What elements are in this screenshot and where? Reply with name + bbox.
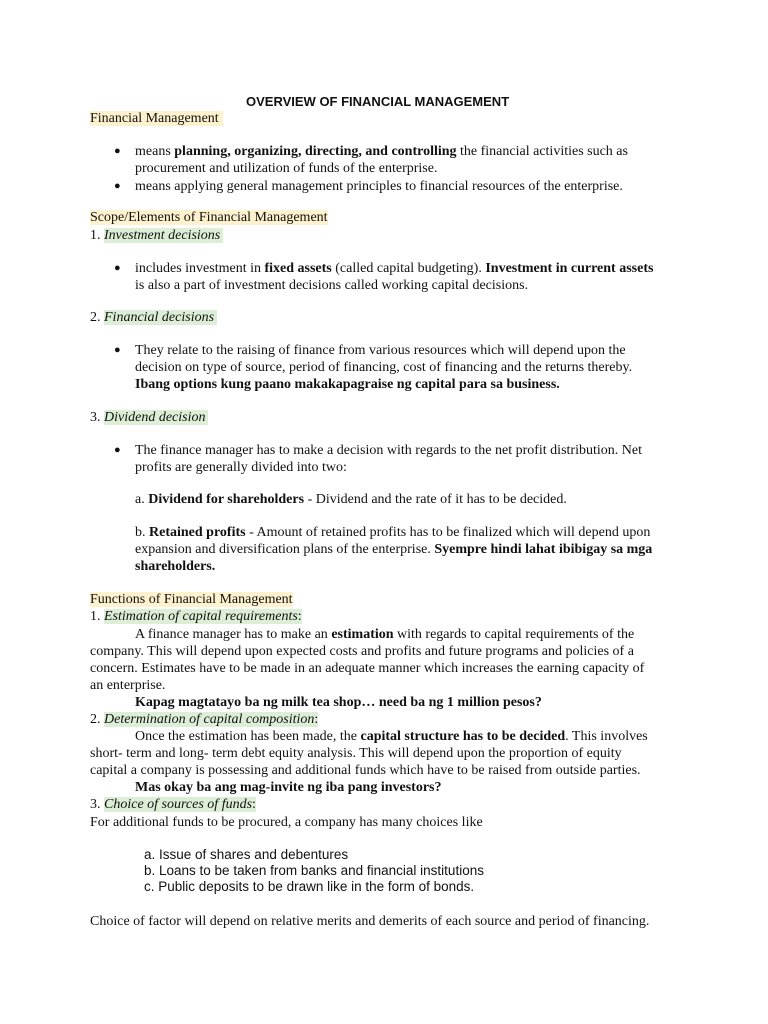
heading-text: Financial Management	[90, 111, 223, 126]
number: 3.	[90, 410, 104, 425]
heading-text: Scope/Elements of Financial Management	[90, 210, 328, 225]
estimation-line-4: an enterprise.	[90, 678, 166, 693]
composition-line-1	[135, 728, 648, 745]
bold-text: planning, organizing, directing, and controlling	[174, 144, 457, 159]
dividend-option-b-line-2	[135, 541, 652, 558]
label: Dividend decision	[104, 410, 208, 425]
text: a.	[135, 492, 149, 507]
dividend-option-a	[135, 491, 567, 508]
text: . This involves	[565, 729, 648, 744]
page-title: OVERVIEW OF FINANCIAL MANAGEMENT	[246, 94, 510, 109]
text: includes investment in	[135, 261, 265, 276]
number: 1.	[90, 609, 104, 624]
section-heading-scope	[90, 209, 328, 226]
bullet-icon: ●	[114, 344, 121, 356]
label: Estimation of capital requirements	[104, 609, 298, 624]
financial-bullet-line-1: They relate to the raising of finance from various resources which will depend upon the	[135, 343, 626, 358]
colon: :	[314, 712, 319, 727]
colon: :	[297, 609, 302, 624]
text: means	[135, 144, 175, 159]
number: 3.	[90, 797, 104, 812]
bullet-icon: ●	[114, 145, 121, 157]
text: with regards to capital requirements of the	[393, 627, 635, 642]
bold-text: Investment in current assets	[485, 261, 654, 276]
subheading-investment-decisions	[90, 227, 223, 244]
colon: :	[252, 797, 256, 812]
dividend-option-b	[135, 524, 650, 541]
sources-closing: Choice of factor will depend on relative merits and demerits of each source and period of financing.	[90, 914, 650, 929]
financial-bullet-line-3	[135, 376, 560, 393]
text: expansion and diversification plans of the enterprise.	[135, 542, 435, 557]
label: Determination of capital composition	[104, 712, 315, 727]
label: Investment decisions	[104, 228, 223, 243]
bold-text: Mas okay ba ang mag-invite ng iba pang investors?	[135, 780, 442, 795]
subheading-sources-of-funds	[90, 796, 256, 813]
heading-text: Functions of Financial Management	[90, 592, 293, 607]
text: (called capital budgeting).	[331, 261, 486, 276]
text: the financial activities such as	[456, 144, 628, 159]
bold-text: Dividend for shareholders	[148, 492, 305, 507]
estimation-note	[135, 694, 542, 711]
number: 1.	[90, 228, 104, 243]
subheading-capital-composition	[90, 711, 318, 728]
section-heading-financial-management	[90, 110, 223, 127]
investment-bullet	[135, 260, 653, 277]
estimation-line-3: concern. Estimates have to be made in an adequate manner which increases the earning capacity of	[90, 661, 645, 676]
bold-text: Kapag magtatayo ba ng milk tea shop… need ba ng 1 million pesos?	[135, 695, 542, 710]
dividend-bullet-line-2: profits are generally divided into two:	[135, 460, 347, 475]
bullet-icon: ●	[114, 262, 121, 274]
estimation-line-2: company. This will depend upon expected costs and profits and future programs and policies of a	[90, 644, 634, 659]
text: b.	[135, 525, 149, 540]
investment-bullet-line-2: is also a part of investment decisions called working capital decisions.	[135, 278, 529, 293]
text: - Dividend and the rate of it has to be decided.	[304, 492, 567, 507]
sources-option-b: b. Loans to be taken from banks and financial institutions	[144, 863, 484, 878]
label: Choice of sources of funds	[104, 797, 253, 812]
label: Financial decisions	[104, 310, 217, 325]
composition-line-2: short- term and long- term debt equity analysis. This will depend upon the proportion of equity	[90, 746, 622, 761]
fm-bullet-2: means applying general management principles to financial resources of the enterprise.	[135, 179, 623, 194]
estimation-line-1	[135, 626, 634, 643]
financial-bullet-line-2: decision on type of source, period of financing, cost of financing and the returns thereby.	[135, 360, 633, 375]
bold-text: Syempre hindi lahat ibibigay sa mga	[434, 542, 653, 557]
bold-text: shareholders.	[135, 559, 216, 574]
bold-text: fixed assets	[264, 261, 332, 276]
bullet-icon: ●	[114, 180, 121, 192]
text: A finance manager has to make an	[135, 627, 332, 642]
sources-intro: For additional funds to be procured, a company has many choices like	[90, 815, 483, 830]
subheading-financial-decisions	[90, 309, 217, 326]
dividend-bullet-line-1: The finance manager has to make a decision with regards to the net profit distribution. Net	[135, 443, 642, 458]
section-heading-functions	[90, 591, 293, 608]
fm-bullet-1-line-2: procurement and utilization of funds of the enterprise.	[135, 161, 438, 176]
number: 2.	[90, 712, 104, 727]
fm-bullet-1	[135, 143, 628, 160]
composition-line-3: capital a company is possessing and additional funds which have to be raised from outside parties.	[90, 763, 641, 778]
bold-text: Retained profits	[149, 525, 246, 540]
sources-option-a: a. Issue of shares and debentures	[144, 847, 349, 862]
bold-text: capital structure has to be decided	[360, 729, 566, 744]
sources-option-c: c. Public deposits to be drawn like in the form of bonds.	[144, 879, 475, 894]
text: - Amount of retained profits has to be finalized which will depend upon	[245, 525, 651, 540]
bold-text: estimation	[331, 627, 394, 642]
bullet-icon: ●	[114, 444, 121, 456]
bold-text: Ibang options kung paano makakapagraise ng capital para sa business.	[135, 377, 560, 392]
dividend-option-b-line-3	[135, 558, 215, 575]
subheading-dividend-decision	[90, 409, 208, 426]
number: 2.	[90, 310, 104, 325]
composition-note	[135, 779, 441, 796]
text: Once the estimation has been made, the	[135, 729, 361, 744]
subheading-estimation	[90, 608, 302, 625]
